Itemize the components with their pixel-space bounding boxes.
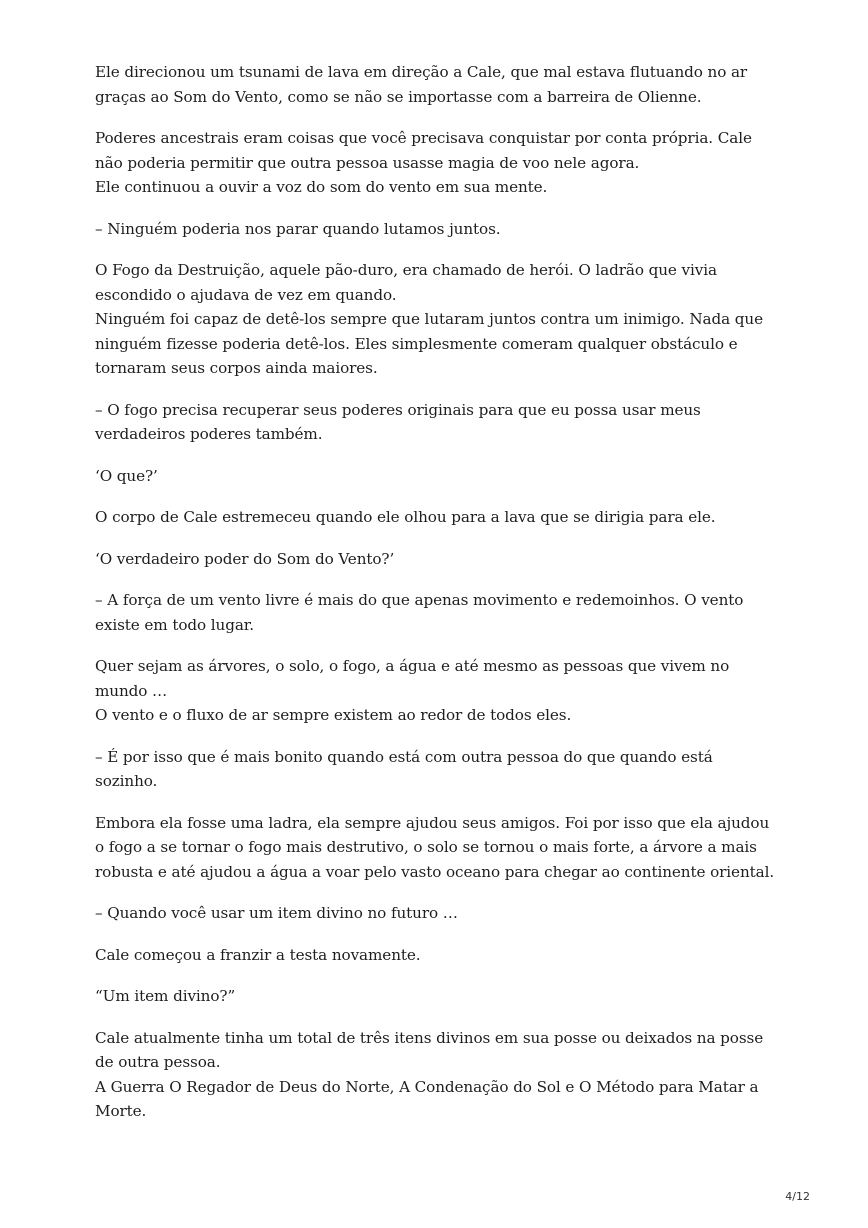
paragraph [95, 547, 775, 572]
text-line: sozinho. [95, 772, 158, 790]
paragraph [95, 60, 775, 109]
text-line: Morte. [95, 1102, 147, 1120]
text-line: O corpo de Cale estremeceu quando ele olhou para a lava que se dirigia para ele. [95, 508, 716, 526]
text-line: graças ao Som do Vento, como se não se importasse com a barreira de Olienne. [95, 87, 702, 106]
paragraph [95, 126, 775, 200]
paragraph [95, 258, 775, 381]
text-line: – O fogo precisa recuperar seus poderes originais para que eu possa usar meus [95, 400, 701, 419]
paragraph [95, 984, 775, 1009]
paragraph [95, 217, 775, 242]
text-line: de outra pessoa. [95, 1053, 221, 1071]
text-line: verdadeiros poderes também. [95, 425, 323, 443]
text-line: o fogo a se tornar o fogo mais destrutivo, o solo se tornou o mais forte, a árvore a mais [95, 838, 757, 856]
text-line: Poderes ancestrais eram coisas que você precisava conquistar por conta própria. Cale [95, 129, 752, 147]
paragraph [95, 398, 775, 447]
text-line: escondido o ajudava de vez em quando. [95, 285, 397, 304]
paragraph [95, 811, 775, 885]
paragraph [95, 654, 775, 728]
paragraph [95, 943, 775, 968]
text-line: – Quando você usar um item divino no futuro … [95, 904, 458, 922]
text-line: Cale atualmente tinha um total de três itens divinos em sua posse ou deixados na posse [95, 1028, 764, 1047]
text-line: não poderia permitir que outra pessoa usasse magia de voo nele agora. [95, 153, 640, 172]
text-line: – A força de um vento livre é mais do que apenas movimento e redemoinhos. O vento [95, 591, 744, 609]
text-line: Quer sejam as árvores, o solo, o fogo, a água e até mesmo as pessoas que vivem no [95, 657, 730, 675]
paragraph [95, 745, 775, 794]
paragraph [95, 505, 775, 530]
paragraph [95, 588, 775, 637]
text-line: ‘O verdadeiro poder do Som do Vento?’ [95, 549, 395, 568]
text-line: Cale começou a franzir a testa novamente. [95, 945, 421, 964]
text-line: tornaram seus corpos ainda maiores. [95, 359, 378, 377]
text-line: “Um item divino?” [95, 987, 236, 1005]
text-line: ‘O que?’ [95, 466, 158, 485]
text-line: Ele continuou a ouvir a voz do som do vento em sua mente. [95, 178, 548, 196]
text-line: ninguém fizesse poderia detê-los. Eles simplesmente comeram qualquer obstáculo e [95, 334, 738, 353]
text-line: O Fogo da Destruição, aquele pão-duro, era chamado de herói. O ladrão que vivia [95, 261, 717, 279]
text-line: Ninguém foi capaz de detê-los sempre que lutaram juntos contra um inimigo. Nada que [95, 310, 763, 328]
paragraph [95, 901, 775, 926]
text-line: O vento e o fluxo de ar sempre existem ao redor de todos eles. [95, 706, 572, 724]
text-line: Embora ela fosse uma ladra, ela sempre ajudou seus amigos. Foi por isso que ela ajudou [95, 813, 770, 832]
paragraph [95, 464, 775, 489]
text-line: mundo … [95, 681, 168, 700]
page-number: 4/12 [785, 1190, 810, 1203]
paragraph [95, 1026, 775, 1124]
text-line: Ele direcionou um tsunami de lava em direção a Cale, que mal estava flutuando no ar [95, 63, 748, 81]
text-line: – É por isso que é mais bonito quando está com outra pessoa do que quando está [95, 747, 713, 766]
document-body [95, 60, 775, 1141]
text-line: existe em todo lugar. [95, 615, 255, 634]
text-line: robusta e até ajudou a água a voar pelo vasto oceano para chegar ao continente oriental. [95, 862, 775, 881]
text-line: A Guerra O Regador de Deus do Norte, A Condenação do Sol e O Método para Matar a [95, 1077, 759, 1096]
text-line: – Ninguém poderia nos parar quando lutamos juntos. [95, 219, 501, 238]
